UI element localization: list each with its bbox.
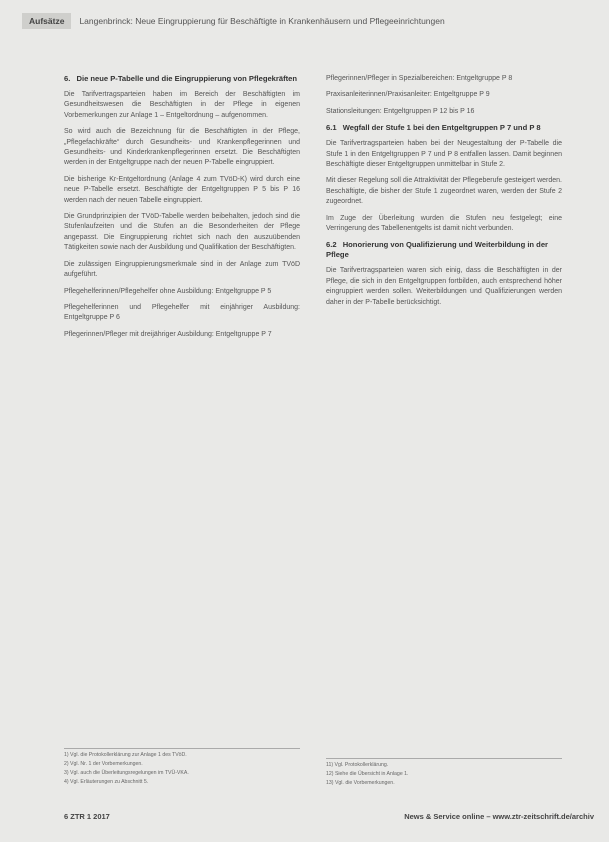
- footnote: 1) Vgl. die Protokollerklärung zur Anlage 1 des TVöD.: [64, 752, 187, 758]
- section-heading: [326, 240, 562, 260]
- section-title: Die neue P-Tabelle und die Eingruppierung von Pflegekräften: [76, 74, 297, 83]
- footnote: 13) Vgl. die Vorbemerkungen.: [326, 780, 395, 786]
- footer-page-info: 6 ZTR 1 2017: [64, 812, 110, 821]
- paragraph: Mit dieser Regelung soll die Attraktivität der Pflegeberufe gesteigert werden. Beschäftigte, die bisher der Stufe 1 zugeordnet waren, werden der Stufe 2 zugeordnet.: [326, 177, 562, 206]
- page-header: [22, 10, 592, 32]
- paragraph: Die Tarifvertragsparteien haben im Bereich der Beschäftigten im Gesundheitswesen die Beschäftigten in der Pflege in eigenen Vorbemerkungen zur Anlage 1 – Entgeltordnung – aufgenommen.: [64, 91, 300, 119]
- footnote: 4) Vgl. Erläuterungen zu Abschnitt 5.: [64, 779, 149, 785]
- section-rubric: Aufsätze: [22, 13, 71, 29]
- list-item: Pflegehelferinnen und Pflegehelfer mit einjähriger Ausbildung: Entgeltgruppe P 6: [64, 303, 300, 322]
- paragraph: Die Tarifvertragsparteien haben bei der Neugestaltung der P-Tabelle die Stufe 1 in den Entgeltgruppen P 7 und P 8 entfallen lassen. Damit beginnen Beschäftigte dieser Entgeltgruppen unmittelbar in Stufe 2.: [326, 140, 562, 169]
- paragraph: Die zulässigen Eingruppierungsmerkmale sind in der Anlage zum TVöD aufgeführt.: [64, 260, 300, 279]
- running-title: Langenbrinck: Neue Eingruppierung für Beschäftigte in Krankenhäusern und Pflegeeinrichtungen: [79, 16, 445, 26]
- footer-link[interactable]: News & Service online – www.ztr-zeitschrift.de/archiv: [404, 812, 594, 821]
- left-column: [64, 74, 300, 346]
- paragraph: Die Tarifvertragsparteien waren sich einig, dass die Beschäftigten in der Pflege, die sich in den Entgeltgruppen fortbilden, auch entsprechend höher eingruppiert werden sollen. Weiterbildungen und Qualifizierungen werden daher in der P-Tabelle berücksichtigt.: [326, 267, 562, 306]
- paragraph: Die bisherige Kr-Entgeltordnung (Anlage 4 zum TVöD-K) wird durch eine neue P-Tabelle ersetzt. Beschäftigte der Entgeltgruppen P 5 bis P 16 werden nach der neuen Tabelle eingruppiert.: [64, 175, 300, 204]
- section-title: Honorierung von Qualifizierung und Weiterbildung in der Pflege: [326, 240, 548, 260]
- section-number: 6.: [64, 74, 71, 83]
- section-number: 6.1: [326, 123, 337, 133]
- section-title: Wegfall der Stufe 1 bei den Entgeltgruppen P 7 und P 8: [342, 123, 541, 133]
- footnote: 12) Siehe die Übersicht in Anlage 1.: [326, 771, 409, 777]
- list-item: Stationsleitungen: Entgeltgruppen P 12 bis P 16: [326, 107, 475, 115]
- right-column: [326, 74, 562, 314]
- footnote: 2) Vgl. Nr. 1 der Vorbemerkungen.: [64, 761, 143, 767]
- list-item: Pflegerinnen/Pfleger in Spezialbereichen: Entgeltgruppe P 8: [326, 75, 513, 82]
- section-heading: [64, 74, 300, 84]
- paragraph: Die Grundprinzipien der TVöD-Tabelle werden beibehalten, jedoch sind die Stufenlaufzeiten und die Stufen an die Besonderheiten der Pflege angepasst. Die Eingruppierung richtet sich nach den auszuübenden Tätigkeiten sowie nach der Ausbildung und Qualifikation der Beschäftigten.: [64, 213, 300, 252]
- list-item: Pflegehelferinnen/Pflegehelfer ohne Ausbildung: Entgeltgruppe P 5: [64, 287, 272, 295]
- list-item: Praxisanleiterinnen/Praxisanleiter: Entgeltgruppe P 9: [326, 91, 490, 99]
- footnotes-right: [326, 758, 562, 789]
- footnote: 11) Vgl. Protokollerklärung.: [326, 762, 389, 768]
- section-number: 6.2: [326, 240, 337, 250]
- section-heading: [326, 123, 562, 133]
- page-footer: [64, 812, 594, 826]
- list-item: Pflegerinnen/Pfleger mit dreijähriger Ausbildung: Entgeltgruppe P 7: [64, 330, 272, 338]
- footnotes-left: [64, 748, 300, 788]
- paragraph: So wird auch die Bezeichnung für die Beschäftigten in der Pflege, „Pflegefachkräfte“ durch Gesundheits- und Krankenpflegerinnen und Gesundheits- und Kinderkrankenpflegerinnen ersetzt. Die Beschäftigten werden in der Entgeltgruppe nach der neuen P-Tabelle eingruppiert.: [64, 128, 300, 167]
- paragraph: Im Zuge der Überleitung wurden die Stufen neu festgelegt; eine Verringerung des Tabellenentgelts ist damit nicht verbunden.: [326, 214, 562, 233]
- footnote: 3) Vgl. auch die Überleitungsregelungen im TVÜ-VKA.: [64, 770, 189, 776]
